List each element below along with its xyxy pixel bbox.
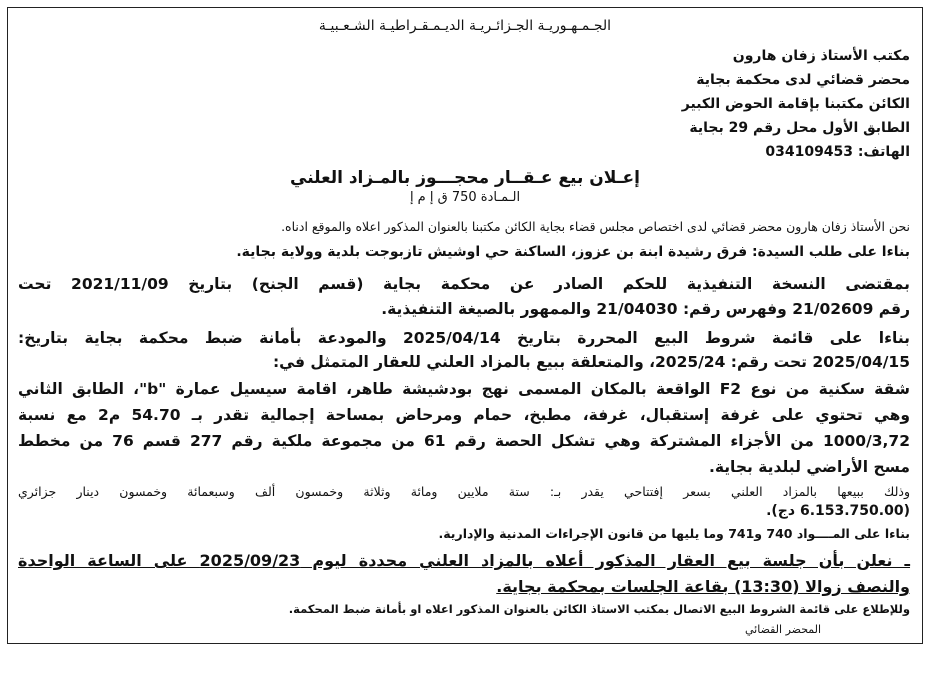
session-time-underlined: والنصف زوالا (13:30) بقاعة الجلسات بمحكمة بجاية. [496, 577, 910, 596]
paragraph-price-line2: (6.153.750.00 دج). [766, 503, 910, 519]
paragraph-property-line2: وهي تحتوي على غرفة إستقبال، غرفة، مطبخ، حمام ومرحاض بمساحة إجمالية تقدر بـ 54.70 م2 مع نسبة [18, 406, 911, 424]
office-line-floor: الطابق الأول محل رقم 29 بجاية [689, 120, 910, 136]
paragraph-property-line3: 1000/3,72 من الأجزاء المشتركة وهي تشكل الحصة رقم 61 من مجموعة ملكية رقم 277 قسم 76 من مخطط [18, 432, 910, 450]
paragraph-info: وللإطلاع على قائمة الشروط البيع الاتصال بمكتب الاستاذ الكائن بالعنوان المذكور اعلاه او بأمانة ضبط المحكمة. [288, 602, 910, 616]
office-line-address: الكائن مكتبنا بإقامة الحوض الكبير [681, 96, 910, 112]
office-line-name: مكتب الأستاذ زفان هارون [732, 48, 910, 64]
office-line-phone: الهاتف: 034109453 [765, 144, 910, 160]
paragraph-property-line1: شقة سكنية من نوع F2 الواقعة بالمكان المسمى نهج بودشيشة طاهر، اقامة سيسيل عمارة "b"، الطابق الثاني [18, 380, 910, 398]
announcement-subtitle: الـمـادة 750 ق إ م إ [409, 190, 521, 205]
paragraph-intro: نحن الأستاذ زفان هارون محضر قضائي لدى اختصاص مجلس قضاء بجاية الكائن مكتبنا بالعنوان المذكور اعلاه والموقع ادناه. [281, 219, 910, 234]
republic-title: الجـمـهـوريـة الجـزائـريـة الديـمـقـراطيـة الشـعـبيـة [318, 18, 612, 34]
paragraph-judgment-line2: رقم 21/02609 وفهرس رقم: 21/04030 والممهور بالصيغة التنفيذية. [381, 300, 910, 318]
paragraph-articles: بناءا على المــــواد 740 و741 وما يليها من قانون الإجراءات المدنية والإدارية. [438, 526, 910, 541]
office-line-role: محضر قضائي لدى محكمة بجاية [696, 72, 910, 88]
paragraph-conditions-line1: بناءا على قائمة شروط البيع المحررة بتاريخ 2025/04/14 والمودعة بأمانة ضبط محكمة بجاية بتاريخ: [18, 329, 910, 347]
announcement-title: إعـلان بيع عـقــار محجـــوز بالمـزاد العلني [290, 168, 640, 188]
paragraph-conditions-line2: 2025/04/15 تحت رقم: 2025/24، والمتعلقة ببيع بالمزاد العلني للعقار المتمثل في: [272, 353, 910, 371]
paragraph-session-line2 [496, 577, 910, 596]
paragraph-request: بناءا على طلب السيدة: فرق رشيدة ابنة بن عزوز، الساكنة حي اوشيش تازبوجت بلدية وولاية بجاية. [236, 244, 910, 260]
paragraph-property-line4: مسح الأراضي لبلدية بجاية. [708, 458, 910, 476]
paragraph-price-line1: وذلك ببيعها بالمزاد العلني بسعر إفتتاحي يقدر بـ: ستة ملايين ومائة وثلاثة وخمسون ألف وسبعمائة وخمسون دينار جزائري [18, 484, 910, 499]
signature-label: المحضر القضائي [745, 623, 822, 636]
legal-notice-document [7, 7, 923, 644]
paragraph-judgment-line1: بمقتضى النسخة التنفيذية للحكم الصادر عن محكمة بجاية (قسم الجنح) بتاريخ 2021/11/09 تحت [18, 275, 911, 293]
paragraph-session-line1: ـ نعلن بأن جلسة بيع العقار المذكور أعلاه بالمزاد العلني محددة ليوم 2025/09/23 على الساعة الواحدة [18, 551, 911, 570]
